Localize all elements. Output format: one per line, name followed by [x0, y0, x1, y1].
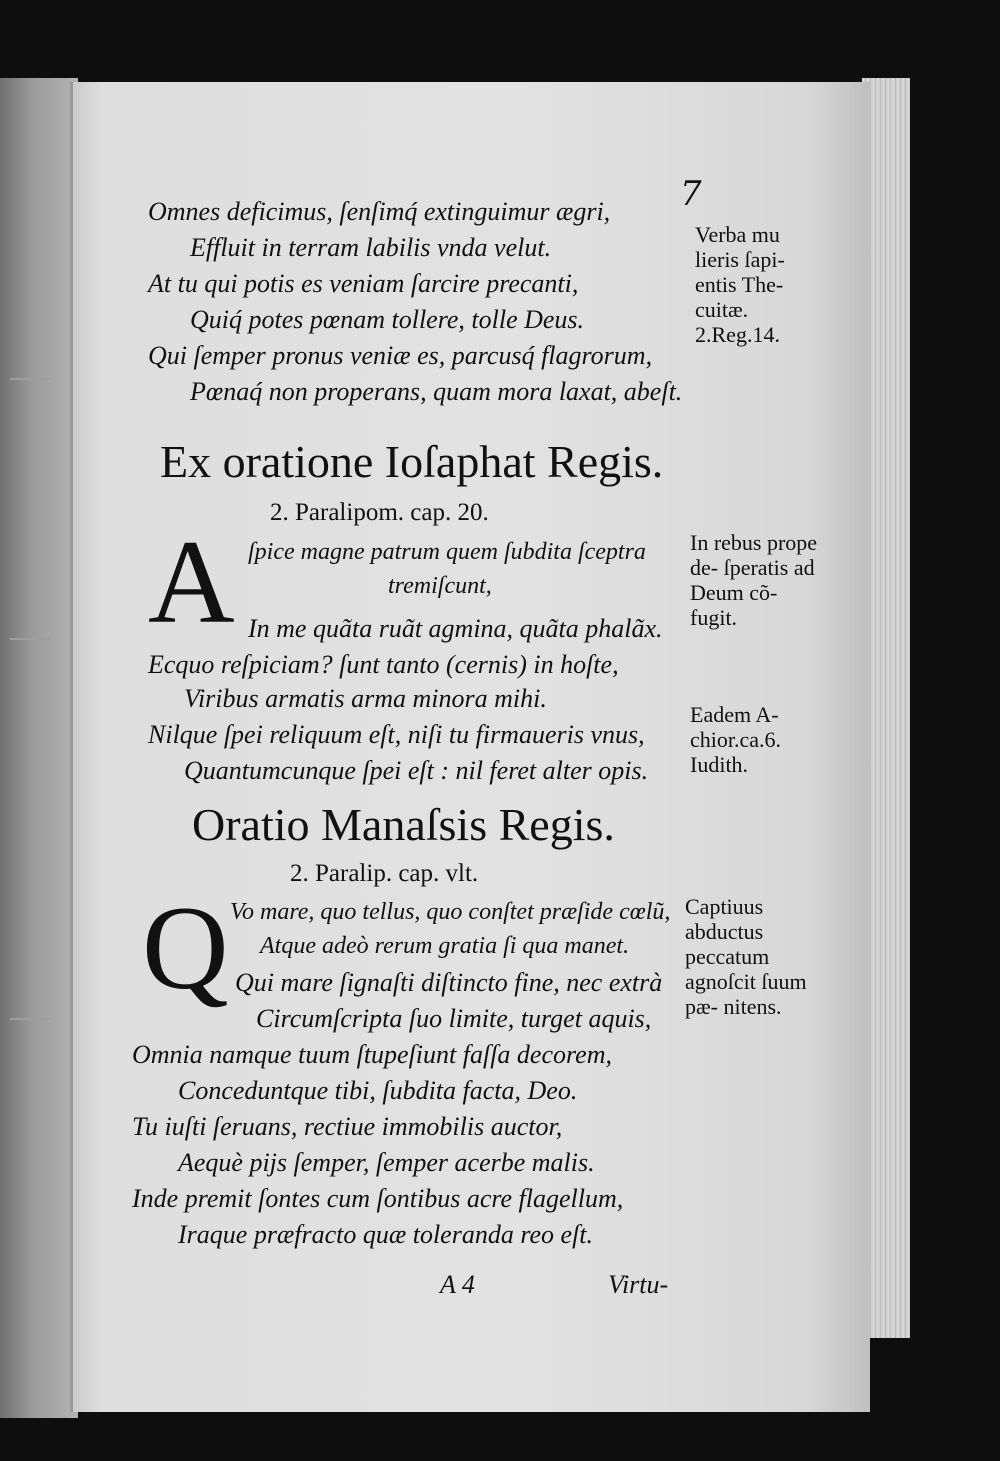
verse-line: Conceduntque tibi, ſubdita facta, Deo. [178, 1076, 578, 1105]
facing-page-edge [0, 78, 78, 1418]
gutter [70, 82, 73, 1412]
verse-line: Quiq́ potes pœnam tollere, tolle Deus. [190, 305, 585, 334]
verse-line: Nilque ſpei reliquum eſt, niſi tu firmaueris vnus, [148, 720, 645, 749]
section-heading: Ex oratione Ioſaphat Regis. [160, 436, 664, 487]
verse-line: Tu iuſti ſeruans, rectiue immobilis auctor, [132, 1112, 563, 1141]
verse-line: Circumſcripta ſuo limite, turget aquis, [256, 1004, 652, 1033]
book-page [70, 82, 870, 1412]
drop-capital: Q [142, 881, 229, 1014]
drop-capital: A [148, 515, 235, 648]
verse-line: Effluit in terram labilis vnda velut. [190, 233, 552, 262]
verse-line: tremiſcunt, [388, 573, 492, 599]
verse-line: Quantumcunque ſpei eſt : nil feret alter opis. [184, 756, 649, 785]
verse-line: Qui mare ſignaſti diſtincto fine, nec extrà [235, 968, 663, 997]
verse-line: Pœnaq́ non properans, quam mora laxat, abeſt. [190, 377, 683, 406]
verse-line: Ecquo reſpiciam? ſunt tanto (cernis) in hoſte, [148, 650, 619, 679]
verse-line: Inde premit ſontes cum ſontibus acre flagellum, [132, 1184, 624, 1213]
verse-line: Aequè pijs ſemper, ſemper acerbe malis. [178, 1148, 595, 1177]
verse-line: Atque adeò rerum gratia ſi qua manet. [260, 933, 630, 959]
catchword: Virtu- [608, 1270, 669, 1299]
marginal-note: In rebus prope de- ſperatis ad Deum cõ- fugit. [690, 530, 818, 630]
verse-line: Viribus armatis arma minora mihi. [184, 684, 547, 713]
signature-mark: A 4 [440, 1270, 475, 1299]
verse-line: ſpice magne patrum quem ſubdita ſceptra [248, 539, 646, 565]
verse-line: Omnia namque tuum ſtupeſiunt faſſa decorem, [132, 1040, 612, 1069]
verse-line: Qui ſemper pronus veniæ es, parcusq́ flagrorum, [148, 341, 653, 370]
scripture-reference: 2. Paralipom. cap. 20. [270, 499, 489, 526]
marginal-note: Eadem A- chior.ca.6. Iudith. [690, 702, 782, 777]
marginal-note: Captiuus abductus peccatum agnoſcit ſuum pæ- nitens. [685, 894, 807, 1019]
page-number: 7 [680, 174, 702, 214]
verse-line: In me quãta ruãt agmina, quãta phalãx. [248, 614, 663, 643]
marginal-note: Verba mu lieris ſapi- entis The- cuitæ. 2.Reg.14. [695, 222, 785, 347]
verse-line: At tu qui potis es veniam ſarcire precanti, [148, 269, 579, 298]
scripture-reference: 2. Paralip. cap. vlt. [290, 860, 479, 887]
verse-line: Iraque præfracto quæ toleranda reo eſt. [178, 1220, 594, 1249]
section-heading: Oratio Manaſsis Regis. [192, 799, 615, 850]
verse-line: Vo mare, quo tellus, quo conſtet præſide cœlũ, [230, 899, 671, 925]
verse-line: Omnes deficimus, ſenſimq́ extinguimur ægri, [148, 197, 611, 226]
